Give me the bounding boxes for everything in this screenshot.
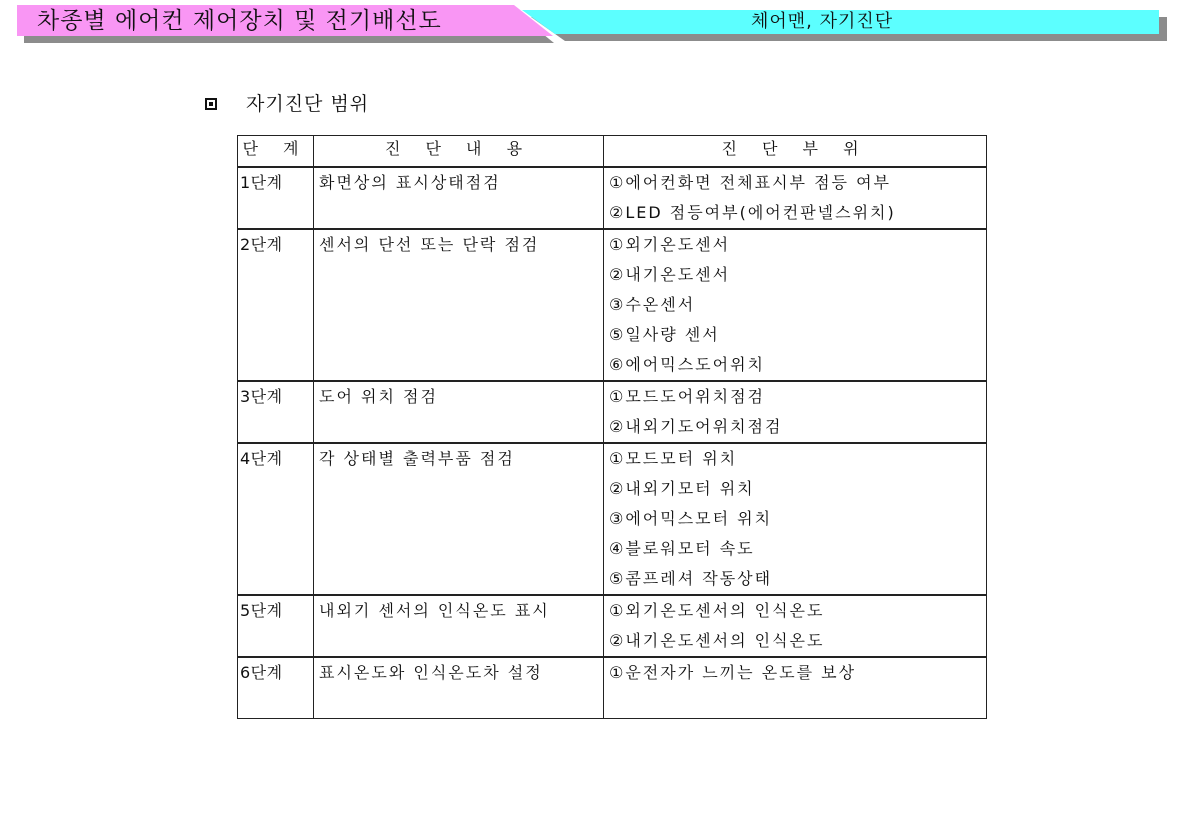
diagnosis-content-cell [314,229,604,381]
diagnosis-part-item: ⑤콤프레셔 작동상태 [609,569,773,588]
table-row [238,657,987,719]
document-title: 차종별 에어컨 제어장치 및 전기배선도 [37,8,442,34]
stage-cell [238,381,314,443]
stage-cell [238,167,314,229]
stage-cell [238,595,314,657]
diagnosis-part-cell [604,657,987,719]
column-header-content: 진 단 내 용 [314,136,604,168]
column-header-part: 진 단 부 위 [604,136,987,168]
square-bullet-icon [205,98,217,110]
diagnosis-range-table [237,135,987,719]
diagnosis-part-cell [604,381,987,443]
table-body [238,167,987,719]
stage-label: 3단계 [240,387,283,406]
table-row [238,381,987,443]
diagnosis-part-cell [604,229,987,381]
table-row [238,595,987,657]
diagnosis-content-text: 화면상의 표시상태점검 [319,173,501,192]
diagnosis-part-cell [604,595,987,657]
diagnosis-part-item: ②내외기모터 위치 [609,479,755,498]
table-row [238,229,987,381]
diagnosis-content-cell [314,381,604,443]
stage-cell [238,443,314,595]
diagnosis-part-item: ⑤일사량 센서 [609,325,720,344]
diagnosis-part-item [604,688,986,718]
stage-label: 1단계 [240,173,283,192]
stage-cell [238,657,314,719]
diagnosis-part-item: ②내기온도센서의 인식온도 [609,631,825,650]
stage-cell [238,229,314,381]
stage-label: 4단계 [240,449,283,468]
diagnosis-content-cell [314,167,604,229]
stage-label: 6단계 [240,663,283,682]
column-header-stage: 단 계 [238,136,314,168]
section-title: 자기진단 범위 [246,93,370,115]
diagnosis-part-item: ②LED 점등여부(에어컨판넬스위치) [609,203,896,222]
vehicle-section-title: 체어맨, 자기진단 [751,11,894,32]
table-header-row [238,136,987,168]
stage-label: 5단계 [240,601,283,620]
diagnosis-content-text: 도어 위치 점검 [319,387,438,406]
diagnosis-part-item: ①에어컨화면 전체표시부 점등 여부 [609,173,891,192]
diagnosis-part-item: ①운전자가 느끼는 온도를 보상 [609,663,857,682]
table-row [238,167,987,229]
diagnosis-part-item: ②내외기도어위치점검 [609,417,783,436]
diagnosis-content-text: 각 상태별 출력부품 점검 [319,449,515,468]
diagnosis-part-cell [604,167,987,229]
diagnosis-content-text: 센서의 단선 또는 단락 점검 [319,235,540,254]
table-row [238,443,987,595]
diagnosis-part-item: ③에어믹스모터 위치 [609,509,773,528]
diagnosis-part-item: ①외기온도센서 [609,235,731,254]
diagnosis-part-item: ③수온센서 [609,295,696,314]
diagnosis-part-item: ①모드도어위치점검 [609,387,765,406]
diagnosis-content-text: 내외기 센서의 인식온도 표시 [319,601,550,620]
stage-label: 2단계 [240,235,283,254]
diagnosis-part-item: ⑥에어믹스도어위치 [609,355,765,374]
diagnosis-part-item: ④블로워모터 속도 [609,539,755,558]
diagnosis-part-item: ①모드모터 위치 [609,449,738,468]
diagnosis-part-item: ②내기온도센서 [609,265,731,284]
diagnosis-part-cell [604,443,987,595]
diagnosis-content-cell [314,443,604,595]
diagnosis-content-cell [314,595,604,657]
diagnosis-part-item: ①외기온도센서의 인식온도 [609,601,825,620]
diagnosis-content-cell [314,657,604,719]
diagnosis-content-text: 표시온도와 인식온도차 설정 [319,663,543,682]
